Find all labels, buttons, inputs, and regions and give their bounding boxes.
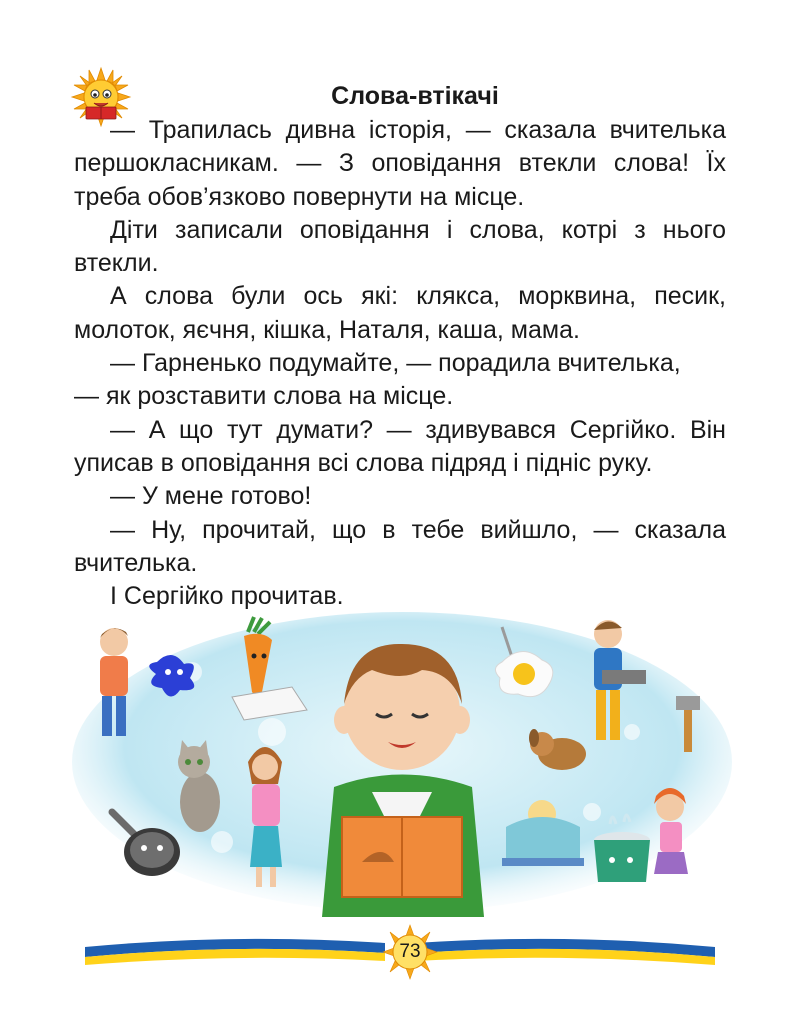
page-number-badge — [380, 924, 440, 980]
story-illustration — [72, 612, 732, 917]
page-number: 73 — [399, 941, 421, 962]
paragraph: Діти записали оповідання і слова, котрі з нього втекли. — [74, 215, 726, 278]
paragraph: — Ну, прочитай, що в тебе вийшло, — сказала вчителька. — [74, 515, 726, 577]
paragraph: — як розставити слова на місце. — [74, 382, 454, 411]
girl-figure — [248, 747, 282, 887]
paragraph: — Трапилась дивна історія, — сказала вчителька першокласникам. — З оповідання втекли слова! Їх треба обов’язково повернути на місце. — [74, 116, 726, 211]
paragraph: І Сергійко прочитав. — [110, 582, 344, 611]
paragraph: — А що тут думати? — здивувався Сергійко. Він уписав в оповідання всі слова підряд і підніс руку. — [74, 415, 726, 477]
paragraph: А слова були ось які: клякса, морквина, песик, молоток, яєчня, кішка, Наталя, каша, мама. — [74, 282, 726, 344]
story-title: Слова-втікачі — [331, 82, 499, 110]
paragraph: — У мене готово! — [110, 482, 312, 511]
story-text — [74, 114, 726, 613]
paragraph: — Гарненько подумайте, — порадила вчителька, — [110, 349, 681, 378]
